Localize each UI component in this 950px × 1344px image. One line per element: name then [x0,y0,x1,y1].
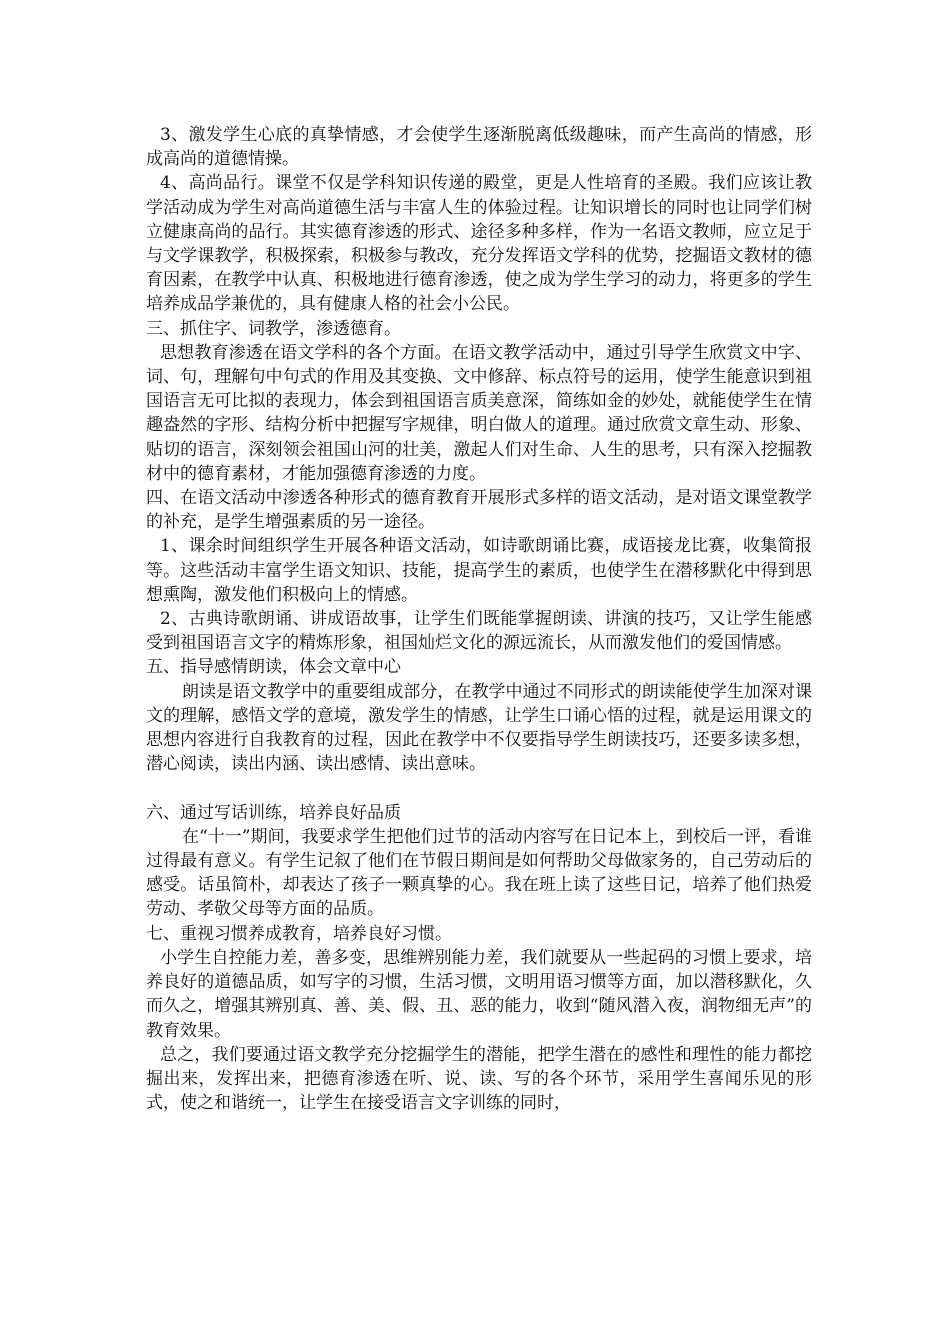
paragraph-section-5-body: 朗读是语文教学中的重要组成部分，在教学中通过不同形式的朗读能使学生加深对课文的理解，感悟文学的意境，激发学生的情感，让学生口诵心悟的过程，就是运用课文的思想内容进行自我教育的过程，因此在教学中不仅要指导学生朗读技巧，还要多读多想，潜心阅读，读出内涵、读出感情、读出意味。 [146,681,812,775]
paragraph-conclusion: 总之，我们要通过语文教学充分挖掘学生的潜能，把学生潜在的感性和理性的能力都挖掘出来，发挥出来，把德育渗透在听、说、读、写的各个环节，采用学生喜闻乐见的形式，使之和谐统一，让学生在接受语言文字训练的同时， [146,1044,812,1114]
paragraph-section-7-body: 小学生自控能力差，善多变，思维辨别能力差，我们就要从一些起码的习惯上要求，培养良好的道德品质，如写字的习惯，生活习惯，文明用语习惯等方面，加以潜移默化，久而久之，增强其辨别真、善、美、假、丑、恶的能力，收到“随风潜入夜，润物细无声”的教育效果。 [146,947,812,1041]
section-heading-5: 五、指导感情朗读，体会文章中心 [146,657,401,678]
section-heading-6: 六、通过写话训练，培养良好品质 [146,802,401,823]
paragraph-point-3: 3、激发学生心底的真挚情感，才会使学生逐渐脱离低级趣味，而产生高尚的情感，形成高尚的道德情操。 [146,125,812,170]
paragraph-section-6-body: 在“十一”期间，我要求学生把他们过节的活动内容写在日记本上，到校后一评，看谁过得最有意义。有学生记叙了他们在节假日期间是如何帮助父母做家务的，自己劳动后的感受。话虽简朴，却表达了孩子一颗真挚的心。我在班上读了这些日记，培养了他们热爱劳动、孝敬父母等方面的品质。 [146,826,812,920]
section-heading-3: 三、抓住字、词教学，渗透德育。 [146,318,401,339]
section-heading-4: 四、在语文活动中渗透各种形式的德育教育开展形式多样的语文活动，是对语文课堂教学的补充，是学生增强素质的另一途径。 [146,488,812,533]
section-heading-7: 七、重视习惯养成教育，培养良好习惯。 [146,923,452,944]
paragraph-section-4-item-2: 2、古典诗歌朗诵、讲成语故事，让学生们既能掌握朗读、讲演的技巧，又让学生能感受到祖国语言文字的精炼形象，祖国灿烂文化的源远流长，从而激发他们的爱国情感。 [146,609,812,654]
document-page [146,123,812,1115]
paragraph-point-4: 4、高尚品行。课堂不仅是学科知识传递的殿堂，更是人性培育的圣殿。我们应该让教学活动成为学生对高尚道德生活与丰富人生的体验过程。让知识增长的同时也让同学们树立健康高尚的品行。其实德育渗透的形式、途径多种多样，作为一名语文教师，应立足于与文学课教学，积极探索，积极参与教改，充分发挥语文学科的优势，挖掘语文教材的德育因素，在教学中认真、积极地进行德育渗透，使之成为学生学习的动力，将更多的学生培养成品学兼优的，具有健康人格的社会小公民。 [146,173,812,315]
paragraph-section-3-body: 思想教育渗透在语文学科的各个方面。在语文教学活动中，通过引导学生欣赏文中字、词、句，理解句中句式的作用及其变换、文中修辞、标点符号的运用，使学生能意识到祖国语言无可比拟的表现力，体会到祖国语言质美意深，简练如金的妙处，就能使学生在情趣盎然的字形、结构分析中把握写字规律，明白做人的道理。通过欣赏文章生动、形象、贴切的语言，深刻领会祖国山河的壮美，激起人们对生命、人生的思考，只有深入挖掘教材中的德育素材，才能加强德育渗透的力度。 [146,342,812,484]
paragraph-section-4-item-1: 1、课余时间组织学生开展各种语文活动，如诗歌朗诵比赛，成语接龙比赛，收集简报等。这些活动丰富学生语文知识、技能，提高学生的素质，也使学生在潜移默化中得到思想熏陶，激发他们积极向上的情感。 [146,536,812,605]
blank-line [146,776,812,800]
